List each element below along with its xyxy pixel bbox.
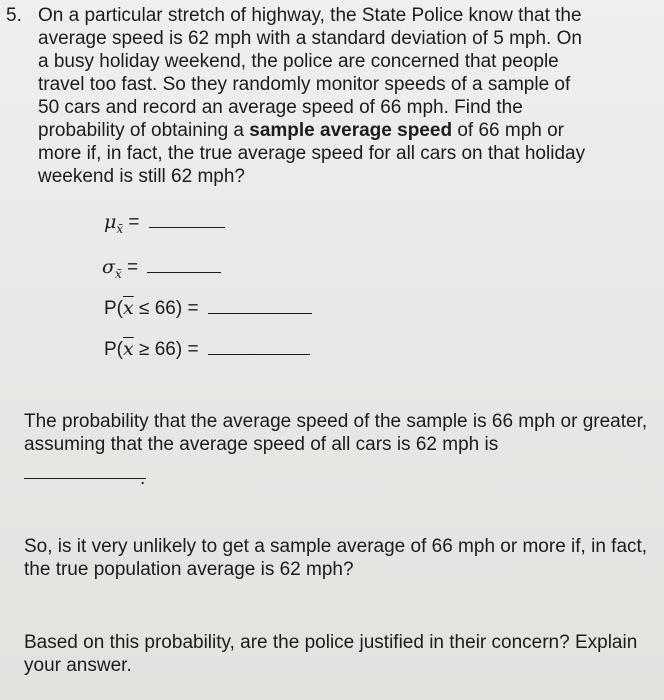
prob-less-equal-answer-blank[interactable] bbox=[208, 311, 312, 314]
mu-symbol: μ bbox=[104, 211, 117, 233]
prob-prefix: P( bbox=[104, 298, 123, 319]
prob-operator: ≥ 66) = bbox=[133, 339, 199, 360]
prob-less-equal-equation bbox=[104, 297, 312, 320]
equals-sign: = bbox=[127, 257, 139, 278]
question-prompt bbox=[38, 4, 652, 188]
equals-sign: = bbox=[128, 212, 140, 233]
prompt-bold-term: sample average speed bbox=[249, 120, 453, 141]
xbar-subscript: x̄ bbox=[116, 222, 124, 236]
prompt-line: travel too fast. So they randomly monitor speeds of a sample of bbox=[38, 74, 571, 95]
mean-answer-blank[interactable] bbox=[149, 225, 225, 228]
justified-question: Based on this probability, are the police justified in their concern? Explain your answer. bbox=[24, 632, 638, 676]
xbar-symbol: $\overline{x}$ bbox=[123, 297, 134, 319]
xbar-subscript: x̄ bbox=[114, 267, 122, 281]
prompt-line: weekend is still 62 mph? bbox=[38, 166, 245, 187]
prompt-line: On a particular stretch of highway, the State Police know that the bbox=[38, 5, 582, 26]
prompt-text: of 66 mph or bbox=[452, 120, 565, 141]
prompt-line: a busy holiday weekend, the police are concerned that people bbox=[38, 51, 559, 72]
answer-period: . bbox=[140, 468, 146, 489]
prob-prefix: P( bbox=[104, 339, 123, 360]
standard-error-answer-blank[interactable] bbox=[147, 270, 221, 273]
probability-statement: The probability that the average speed of the sample is 66 mph or greater, assuming that the average speed of all cars is 62 mph is bbox=[24, 411, 648, 455]
prob-greater-equal-equation bbox=[104, 338, 310, 361]
prob-greater-equal-answer-blank[interactable] bbox=[208, 352, 310, 355]
question-number: 5. bbox=[6, 5, 22, 26]
prompt-line: 50 cars and record an average speed of 66 mph. Find the bbox=[38, 97, 523, 118]
mean-of-sample-means-equation bbox=[104, 211, 225, 236]
standard-error-equation bbox=[102, 256, 221, 281]
sigma-symbol: σ bbox=[102, 256, 115, 278]
prompt-line: more if, in fact, the true average speed for all cars on that holiday bbox=[38, 143, 586, 164]
unlikely-question: So, is it very unlikely to get a sample average of 66 mph or more if, in fact, the true population average is 62 mph? bbox=[24, 536, 648, 580]
probability-answer-blank[interactable] bbox=[24, 478, 146, 479]
prompt-line: average speed is 62 mph with a standard deviation of 5 mph. On bbox=[38, 28, 582, 49]
xbar-symbol: $\overline{x}$ bbox=[123, 338, 134, 360]
prompt-line bbox=[38, 119, 652, 142]
prompt-text: probability of obtaining a bbox=[38, 120, 250, 141]
prob-operator: ≤ 66) = bbox=[133, 298, 199, 319]
